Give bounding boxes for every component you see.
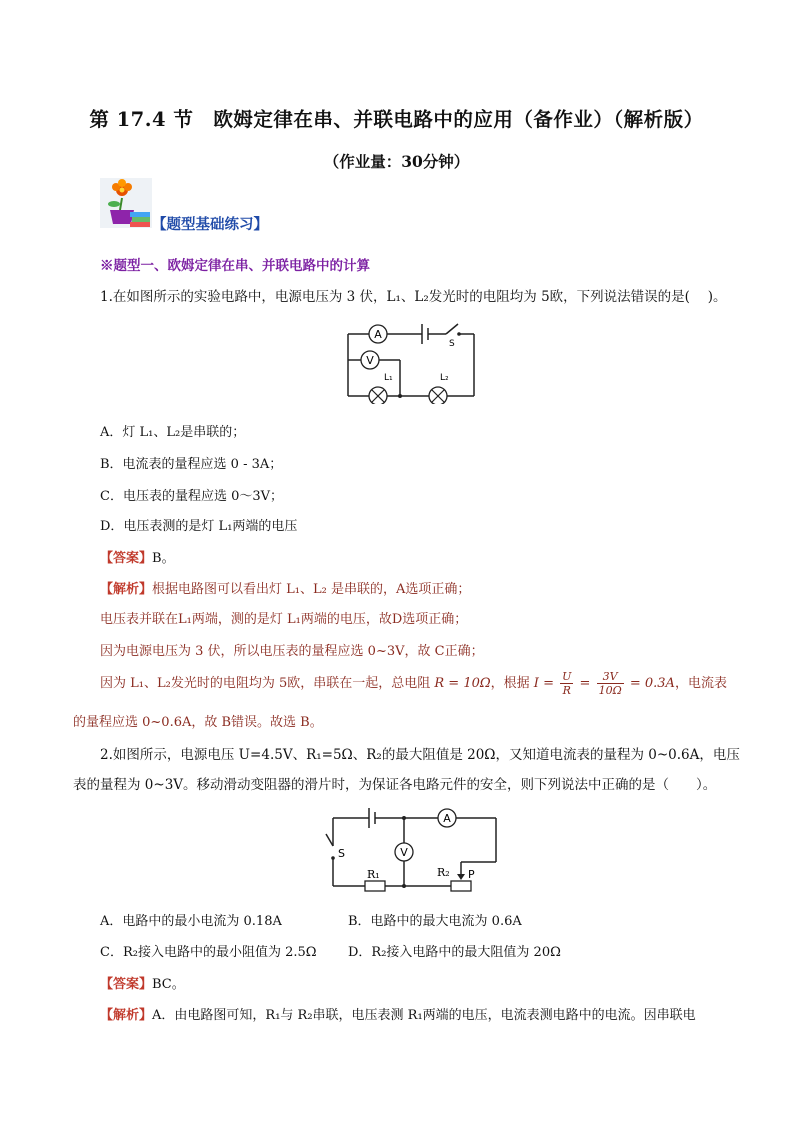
formula-fraction-ur: $\frac{U}{R}$: [562, 670, 572, 697]
ammeter-2-label: A: [443, 812, 451, 825]
q1-analysis-line-5: 的量程应选 0~0.6A，故 B错误。故选 B。: [73, 715, 323, 730]
q1-option-c: C．电压表的量程应选 0～3V；: [100, 489, 284, 504]
ammeter-label: A: [374, 328, 382, 341]
section-heading: 【题型基础练习】: [152, 216, 268, 233]
switch-label: S: [449, 339, 455, 349]
question-2-text-1: 2.如图所示，电源电压 U=4.5V、R₁=5Ω、R₂的最大阻值是 20Ω，又知道电流表的量程为 0~0.6A，电压: [100, 747, 740, 763]
q2-option-a: A．电路中的最小电流为 0.18A: [100, 914, 282, 929]
flower-pot-icon: [100, 178, 152, 228]
slider-label: P: [468, 868, 475, 881]
switch-2-label: S: [338, 847, 345, 860]
q2-option-c: C．R₂接入电路中的最小阻值为 2.5Ω: [100, 945, 317, 960]
q1-analysis-line-4: 因为 L₁、L₂发光时的电阻均为 5欧，串联在一起，总电阻 R = 10Ω，根据 I = $\frac{U}{R}$ = $\frac{3V}{10\Omega}$ = 0.3A，电流表: [100, 670, 727, 697]
q1-analysis-line-3: 因为电源电压为 3 伏，所以电压表的量程应选 0~3V，故 C正确；: [100, 644, 484, 659]
q2-option-b: B．电路中的最大电流为 0.6A: [348, 914, 522, 929]
q1-option-d: D．电压表测的是灯 L₁两端的电压: [100, 519, 298, 534]
q1-option-b: B．电流表的量程应选 0 - 3A；: [100, 457, 283, 472]
circuit-diagram-1: [340, 318, 480, 404]
q2-option-d: D．R₂接入电路中的最大阻值为 20Ω: [348, 945, 561, 960]
q1-answer: [100, 547, 175, 566]
topic-heading: ※题型一、欧姆定律在串、并联电路中的计算: [100, 258, 370, 274]
answer-tag: 【答案】: [100, 551, 153, 566]
r1-label: R₁: [367, 868, 380, 881]
formula-total-resistance: R = 10Ω: [434, 676, 491, 691]
q1-option-a: A．灯 L₁、L₂是串联的；: [100, 425, 246, 440]
lamp2-label: L₂: [440, 373, 449, 383]
formula-fraction-values: $\frac{3V}{10\Omega}$: [598, 670, 622, 697]
page-title: 第 17.4 节 欧姆定律在串、并联电路中的应用（备作业）（解析版）: [89, 108, 704, 131]
q1-analysis-line-2: 电压表并联在L₁两端，测的是灯 L₁两端的电压，故D选项正确；: [100, 612, 468, 627]
q1-analysis-line-1: 【解析】根据电路图可以看出灯 L₁、L₂ 是串联的，A选项正确；: [100, 582, 471, 597]
q2-answer: 【答案】BC。: [100, 977, 185, 992]
question-2-text-2: 表的量程为 0~3V。移动滑动变阻器的滑片时，为保证各电路元件的安全，则下列说法中正确的是（ ）。: [73, 777, 717, 793]
analysis-tag: 【解析】: [100, 582, 153, 597]
answer-value: B。: [152, 551, 175, 566]
q2-analysis: 【解析】A．由电路图可知，R₁与 R₂串联，电压表测 R₁两端的电压，电流表测电路中的电流。因串联电: [100, 1008, 696, 1023]
circuit-diagram-2: [325, 806, 500, 892]
lamp1-label: L₁: [384, 373, 393, 383]
voltmeter-2-label: V: [400, 846, 408, 859]
r2-label: R₂: [437, 866, 450, 879]
question-1-text: 1.在如图所示的实验电路中，电源电压为 3 伏，L₁、L₂发光时的电阻均为 5欧，下列说法错误的是( )。: [100, 289, 727, 305]
page-subtitle: （作业量：30分钟）: [323, 152, 470, 171]
voltmeter-label: V: [366, 354, 374, 367]
